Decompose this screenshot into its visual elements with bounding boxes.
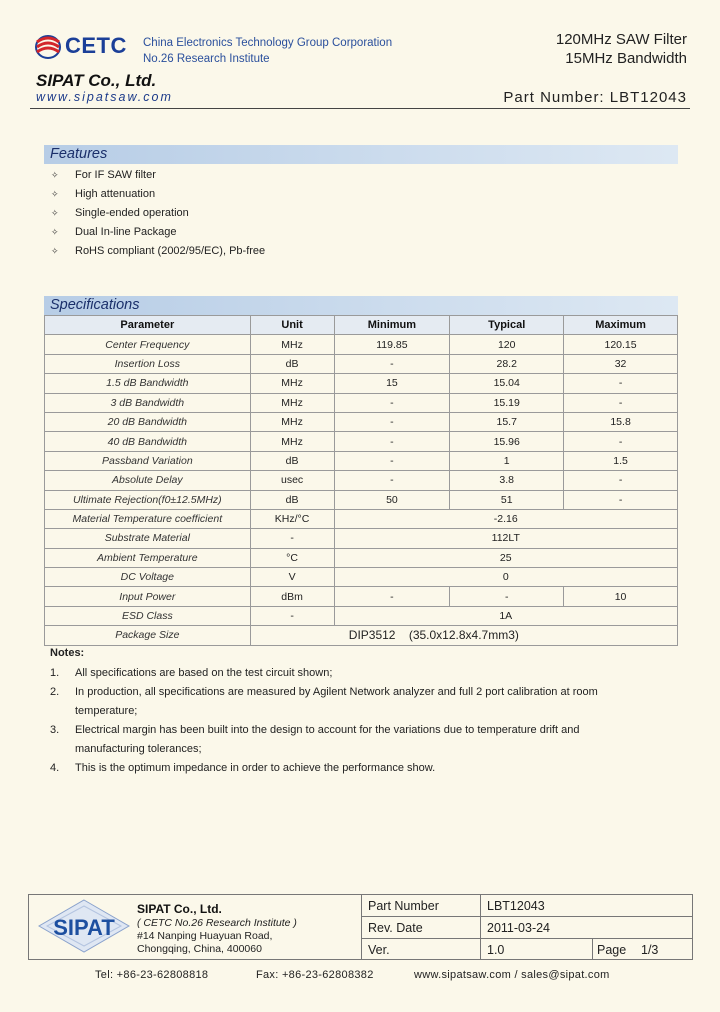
cetc-logo-text: CETC xyxy=(65,33,127,58)
corp-line-1: China Electronics Technology Group Corporation xyxy=(143,37,393,49)
table-cell: - xyxy=(334,354,450,373)
table-cell: Material Temperature coefficient xyxy=(45,509,251,528)
table-row xyxy=(45,529,678,548)
feature-text: RoHS compliant (2002/95/EC), Pb-free xyxy=(75,245,266,257)
table-row xyxy=(45,335,678,354)
part-number-label: Part Number xyxy=(368,899,439,913)
company-name: SIPAT Co., Ltd. xyxy=(36,71,157,90)
table-cell: dB xyxy=(250,451,334,470)
table-cell: Absolute Delay xyxy=(45,471,251,490)
feature-item xyxy=(46,166,265,185)
table-row xyxy=(45,412,678,431)
table-cell: - xyxy=(564,471,678,490)
table-cell: - xyxy=(564,490,678,509)
specifications-table xyxy=(44,315,678,646)
table-cell: Ultimate Rejection(f0±12.5MHz) xyxy=(45,490,251,509)
table-row xyxy=(45,451,678,470)
table-cell: MHz xyxy=(250,432,334,451)
product-subtitle: 15MHz Bandwidth xyxy=(565,50,687,67)
corporation-name xyxy=(143,35,392,67)
version-value: 1.0 xyxy=(487,943,505,957)
table-cell: Input Power xyxy=(45,587,251,606)
footer-tel: Tel: +86-23-62808818 xyxy=(95,969,209,981)
footer-institute: ( CETC No.26 Research Institute ) xyxy=(137,917,297,929)
table-cell: MHz xyxy=(250,335,334,354)
table-cell: ESD Class xyxy=(45,606,251,625)
website-link[interactable]: www.sipatsaw.com xyxy=(36,90,173,104)
table-row xyxy=(45,587,678,606)
table-cell: Center Frequency xyxy=(45,335,251,354)
note-text: All specifications are based on the test circuit shown; xyxy=(75,667,333,679)
table-cell: KHz/°C xyxy=(250,509,334,528)
table-cell: 1.5 xyxy=(564,451,678,470)
table-cell: dB xyxy=(250,490,334,509)
table-cell: - xyxy=(334,432,450,451)
table-cell: - xyxy=(564,432,678,451)
column-header: Parameter xyxy=(45,316,251,335)
note-number: 2. xyxy=(50,686,60,698)
diamond-bullet-icon: ✧ xyxy=(51,246,59,256)
note-item xyxy=(50,721,640,759)
note-text: In production, all specifications are measured by Agilent Network analyzer and full 2 port calibration at room temperature; xyxy=(75,686,598,717)
table-cell: 120 xyxy=(450,335,564,354)
table-cell: - xyxy=(334,412,450,431)
column-header: Unit xyxy=(250,316,334,335)
table-header-row xyxy=(45,316,678,335)
diamond-bullet-icon: ✧ xyxy=(51,208,59,218)
table-row xyxy=(45,471,678,490)
table-cell: 51 xyxy=(450,490,564,509)
feature-item xyxy=(46,185,265,204)
table-cell: Package Size xyxy=(45,626,251,645)
table-cell: - xyxy=(334,471,450,490)
table-cell: - xyxy=(250,529,334,548)
table-cell: 1 xyxy=(450,451,564,470)
table-cell: 15.96 xyxy=(450,432,564,451)
rev-date-value: 2011-03-24 xyxy=(487,921,551,935)
table-cell: 1.5 dB Bandwidth xyxy=(45,374,251,393)
features-heading: Features xyxy=(44,145,678,164)
table-cell: - xyxy=(334,451,450,470)
table-row xyxy=(45,432,678,451)
column-header: Typical xyxy=(450,316,564,335)
part-number: Part Number: LBT12043 xyxy=(503,89,687,106)
note-item xyxy=(50,683,640,721)
feature-item xyxy=(46,204,265,223)
table-row xyxy=(45,490,678,509)
feature-item xyxy=(46,242,265,261)
page-label: Page xyxy=(597,943,627,957)
table-cell: 120.15 xyxy=(564,335,678,354)
table-row xyxy=(45,509,678,528)
diamond-bullet-icon: ✧ xyxy=(51,170,59,180)
note-number: 1. xyxy=(50,667,60,679)
note-item xyxy=(50,664,640,683)
table-row xyxy=(45,548,678,567)
table-cell: 1A xyxy=(334,606,678,625)
table-cell: - xyxy=(334,393,450,412)
table-cell: - xyxy=(564,393,678,412)
corp-line-2: No.26 Research Institute xyxy=(143,53,270,65)
diamond-bullet-icon: ✧ xyxy=(51,189,59,199)
table-cell: 119.85 xyxy=(334,335,450,354)
table-cell: dB xyxy=(250,354,334,373)
rev-date-label: Rev. Date xyxy=(368,921,423,935)
table-row xyxy=(45,568,678,587)
footer-address-line1: #14 Nanping Huayuan Road, xyxy=(137,930,273,942)
column-header: Minimum xyxy=(334,316,450,335)
table-cell: 15.19 xyxy=(450,393,564,412)
feature-text: Single-ended operation xyxy=(75,207,189,219)
table-row xyxy=(45,626,678,645)
table-cell: 20 dB Bandwidth xyxy=(45,412,251,431)
table-cell: MHz xyxy=(250,393,334,412)
table-cell: - xyxy=(250,606,334,625)
feature-text: Dual In-line Package xyxy=(75,226,177,238)
table-cell: Substrate Material xyxy=(45,529,251,548)
note-number: 3. xyxy=(50,724,60,736)
table-row xyxy=(45,606,678,625)
sipat-logo-icon xyxy=(35,898,133,954)
column-header: Maximum xyxy=(564,316,678,335)
table-cell: Passband Variation xyxy=(45,451,251,470)
table-cell: DC Voltage xyxy=(45,568,251,587)
note-item xyxy=(50,759,640,778)
notes-list xyxy=(50,664,640,778)
table-row xyxy=(45,393,678,412)
table-cell: 15.7 xyxy=(450,412,564,431)
table-row xyxy=(45,374,678,393)
note-number: 4. xyxy=(50,762,60,774)
table-row xyxy=(45,354,678,373)
footer-address-line2: Chongqing, China, 400060 xyxy=(137,943,262,955)
notes-title: Notes: xyxy=(50,647,85,659)
footer-divider xyxy=(361,894,362,960)
table-cell: Insertion Loss xyxy=(45,354,251,373)
sipat-logo-text: SIPAT xyxy=(53,915,115,940)
table-cell: 15.8 xyxy=(564,412,678,431)
table-cell: - xyxy=(450,587,564,606)
part-number-value: LBT12043 xyxy=(487,899,545,913)
feature-text: For IF SAW filter xyxy=(75,169,156,181)
table-cell: °C xyxy=(250,548,334,567)
footer-col-divider xyxy=(592,938,593,960)
table-cell: V xyxy=(250,568,334,587)
note-text: This is the optimum impedance in order to achieve the performance show. xyxy=(75,762,436,774)
table-cell: 15 xyxy=(334,374,450,393)
footer-contact-links[interactable]: www.sipatsaw.com / sales@sipat.com xyxy=(414,969,610,981)
table-cell: MHz xyxy=(250,374,334,393)
table-cell: 3.8 xyxy=(450,471,564,490)
footer-fax: Fax: +86-23-62808382 xyxy=(256,969,374,981)
table-cell: 3 dB Bandwidth xyxy=(45,393,251,412)
diamond-bullet-icon: ✧ xyxy=(51,227,59,237)
table-cell: 32 xyxy=(564,354,678,373)
table-cell: 15.04 xyxy=(450,374,564,393)
note-text: Electrical margin has been built into the design to account for the variations due to temperature drift and manufacturing tolerances; xyxy=(75,724,580,755)
table-cell: - xyxy=(564,374,678,393)
table-cell: usec xyxy=(250,471,334,490)
feature-item xyxy=(46,223,265,242)
table-cell: Ambient Temperature xyxy=(45,548,251,567)
table-cell: 0 xyxy=(334,568,678,587)
feature-text: High attenuation xyxy=(75,188,156,200)
footer-company: SIPAT Co., Ltd. xyxy=(137,902,222,916)
features-list xyxy=(46,166,265,261)
table-cell: dBm xyxy=(250,587,334,606)
product-title: 120MHz SAW Filter xyxy=(555,31,687,48)
table-cell: 40 dB Bandwidth xyxy=(45,432,251,451)
table-cell: 25 xyxy=(334,548,678,567)
table-cell: 10 xyxy=(564,587,678,606)
table-cell: 112LT xyxy=(334,529,678,548)
table-cell: -2.16 xyxy=(334,509,678,528)
specifications-heading: Specifications xyxy=(44,296,678,315)
header-divider xyxy=(30,108,690,109)
table-cell: 50 xyxy=(334,490,450,509)
page-value: 1/3 xyxy=(641,943,659,957)
table-cell: - xyxy=(334,587,450,606)
footer-row-divider xyxy=(361,938,693,939)
footer-address xyxy=(137,917,297,956)
table-cell: MHz xyxy=(250,412,334,431)
footer-row-divider xyxy=(361,916,693,917)
table-cell: DIP3512 (35.0x12.8x4.7mm3) xyxy=(250,626,677,645)
version-label: Ver. xyxy=(368,943,390,957)
table-cell: 28.2 xyxy=(450,354,564,373)
footer-col-divider xyxy=(480,894,481,960)
